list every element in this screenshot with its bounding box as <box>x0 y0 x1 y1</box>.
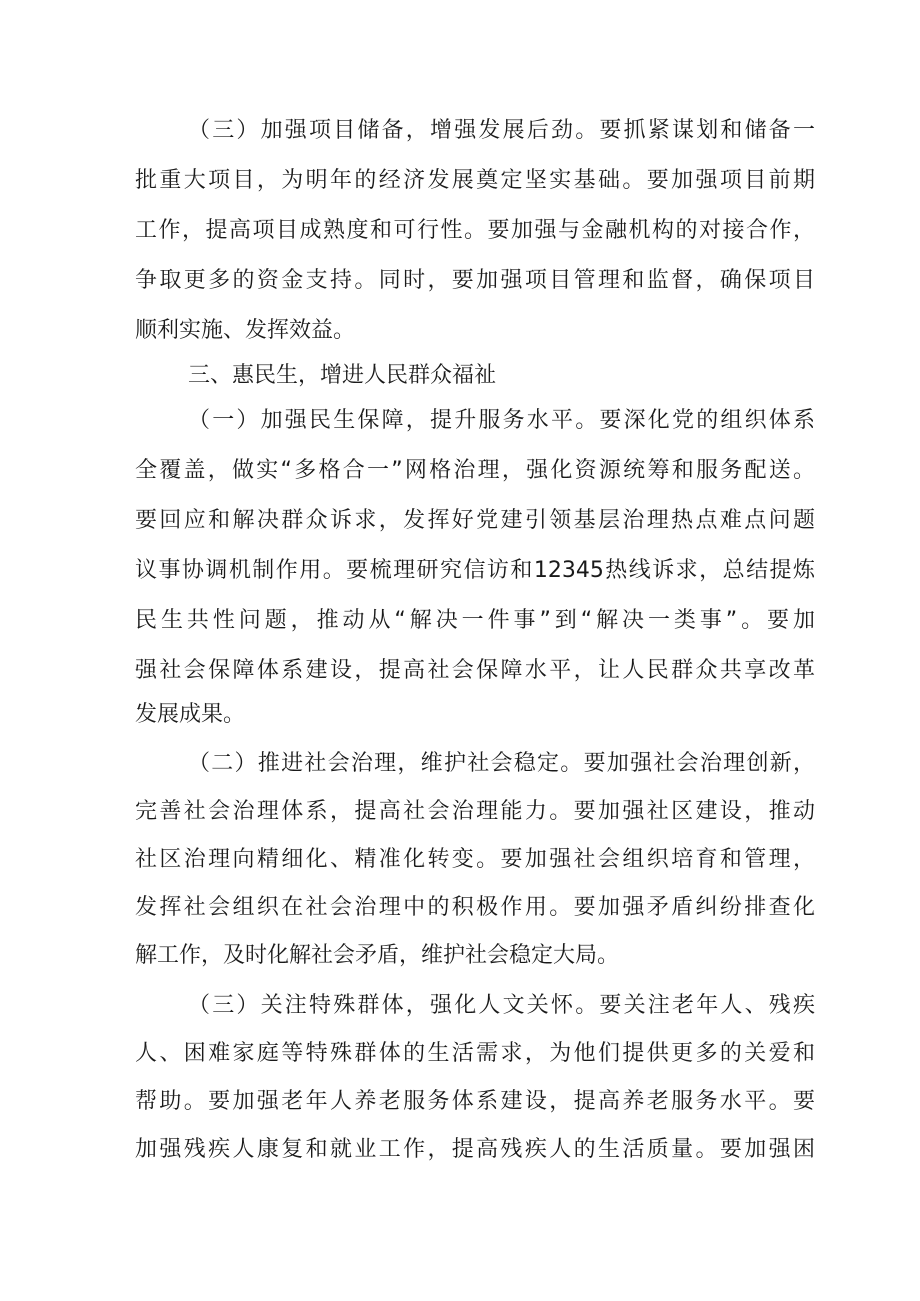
paragraph-line: 议事协调机制作用。要梳理研究信访和12345热线诉求，总结提炼 <box>135 558 815 583</box>
paragraph-line: 民生共性问题，推动从“解决一件事”到“解决一类事”。要加 <box>135 608 815 633</box>
paragraph-line: 人、困难家庭等特殊群体的生活需求，为他们提供更多的关爱和 <box>135 1041 815 1066</box>
paragraph-line: 社区治理向精细化、精准化转变。要加强社会组织培育和管理， <box>135 847 815 872</box>
paragraph-line: 加强残疾人康复和就业工作，提高残疾人的生活质量。要加强困 <box>135 1137 815 1162</box>
paragraph-line: （三）加强项目储备，增强发展后劲。要抓紧谋划和储备一 <box>188 118 815 143</box>
paragraph-line: 全覆盖，做实“多格合一”网格治理，强化资源统筹和服务配送。 <box>135 458 815 483</box>
paragraph-line: 争取更多的资金支持。同时，要加强项目管理和监督，确保项目 <box>135 268 815 293</box>
paragraph-line: （三）关注特殊群体，强化人文关怀。要关注老年人、残疾 <box>188 993 815 1018</box>
paragraph-line: 工作，提高项目成熟度和可行性。要加强与金融机构的对接合作， <box>135 218 815 243</box>
paragraph-line: 顺利实施、发挥效益。 <box>135 318 356 343</box>
paragraph-line: 完善社会治理体系，提高社会治理能力。要加强社区建设，推动 <box>135 799 815 824</box>
section-heading: 三、惠民生，增进人民群众福祉 <box>188 363 497 388</box>
paragraph-line: 要回应和解决群众诉求，发挥好党建引领基层治理热点难点问题 <box>135 508 815 533</box>
paragraph-line: 批重大项目，为明年的经济发展奠定坚实基础。要加强项目前期 <box>135 168 815 193</box>
paragraph-line: 发挥社会组织在社会治理中的积极作用。要加强矛盾纠纷排查化 <box>135 895 815 920</box>
paragraph-line: （二）推进社会治理，维护社会稳定。要加强社会治理创新， <box>188 751 815 776</box>
paragraph-line: （一）加强民生保障，提升服务水平。要深化党的组织体系 <box>188 408 815 433</box>
paragraph-line: 强社会保障体系建设，提高社会保障水平，让人民群众共享改革 <box>135 658 815 683</box>
paragraph-line: 解工作，及时化解社会矛盾，维护社会稳定大局。 <box>135 943 620 968</box>
paragraph-line: 帮助。要加强老年人养老服务体系建设，提高养老服务水平。要 <box>135 1089 815 1114</box>
paragraph-line: 发展成果。 <box>135 702 246 727</box>
